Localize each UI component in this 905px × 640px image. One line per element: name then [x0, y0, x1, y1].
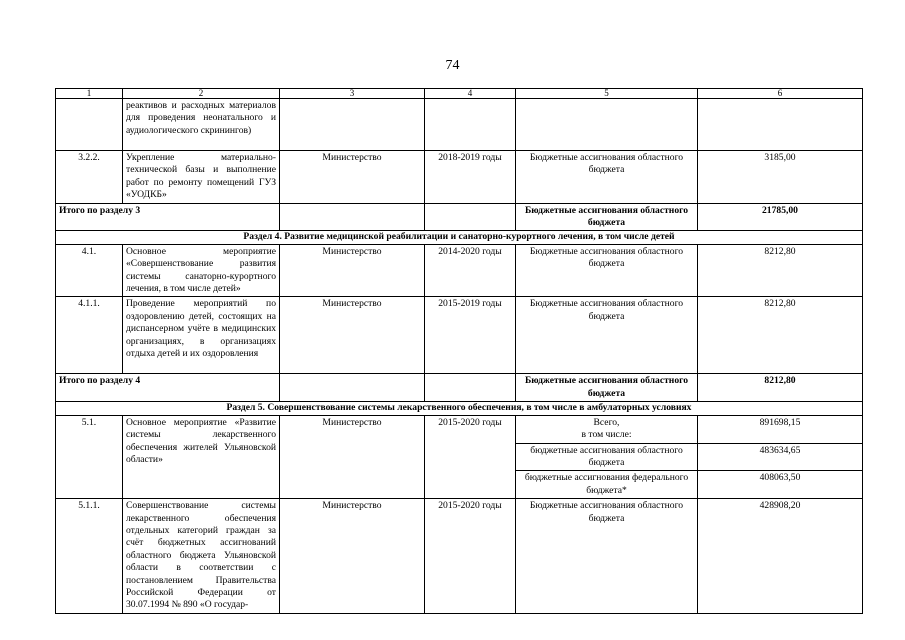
amount: 483634,65 — [698, 443, 863, 471]
funding-source: Бюджетные ассигнования областного бюджета — [516, 203, 698, 231]
years: 2014-2020 годы — [425, 244, 516, 297]
years: 2015-2020 годы — [425, 415, 516, 498]
years: 2015-2019 годы — [425, 297, 516, 374]
row-number: 5.1. — [56, 415, 123, 498]
executor: Министерство — [280, 499, 425, 614]
section-title: Раздел 4. Развитие медицинской реабилитации и санаторно-курортного лечения, в том числе детей — [56, 231, 863, 244]
table-row — [56, 151, 863, 204]
section-total-row — [56, 374, 863, 402]
executor: Министерство — [280, 244, 425, 297]
funding-source: бюджетные ассигнования областного бюджета — [516, 443, 698, 471]
total-label: Итого по разделу 3 — [56, 203, 280, 231]
executor: Министерство — [280, 151, 425, 204]
column-header: 6 — [698, 89, 863, 99]
activity-name: Основное мероприятие «Совершенствование развития системы санаторно-курортного лечения, в том числе детей» — [123, 244, 280, 297]
amount: 8212,80 — [698, 244, 863, 297]
section-heading-row — [56, 231, 863, 244]
funding-source: Бюджетные ассигнования областного бюджета — [516, 244, 698, 297]
budget-table — [55, 88, 863, 614]
executor: Министерство — [280, 297, 425, 374]
column-header: 1 — [56, 89, 123, 99]
row-number: 5.1.1. — [56, 499, 123, 614]
amount: 3185,00 — [698, 151, 863, 204]
table-row — [56, 99, 863, 151]
amount: 408063,50 — [698, 471, 863, 499]
table-row — [56, 499, 863, 614]
activity-name: Укрепление материально-технической базы и выполнение работ по ремонту помещений ГУЗ «УОДКБ» — [123, 151, 280, 204]
funding-source: Бюджетные ассигнования областного бюджета — [516, 374, 698, 402]
page-number: 74 — [445, 58, 460, 73]
executor: Министерство — [280, 415, 425, 498]
column-header: 2 — [123, 89, 280, 99]
table-row — [56, 297, 863, 374]
total-amount: 21785,00 — [698, 203, 863, 231]
section-heading-row — [56, 402, 863, 415]
table-row — [56, 415, 863, 443]
amount: 8212,80 — [698, 297, 863, 374]
source-total-label: Всего, — [593, 416, 620, 428]
activity-name: Основное мероприятие «Развитие системы лекарственного обеспечения жителей Ульяновской области» — [123, 415, 280, 498]
table-row — [56, 244, 863, 297]
row-number: 4.1. — [56, 244, 123, 297]
row-number: 3.2.2. — [56, 151, 123, 204]
amount-total: 891698,15 — [698, 415, 863, 443]
funding-source: бюджетные ассигнования федерального бюджета* — [516, 471, 698, 499]
funding-source: Бюджетные ассигнования областного бюджета — [516, 297, 698, 374]
column-header: 5 — [516, 89, 698, 99]
funding-source: Бюджетные ассигнования областного бюджета — [516, 151, 698, 204]
funding-source-total — [516, 415, 698, 443]
column-header: 4 — [425, 89, 516, 99]
total-label: Итого по разделу 4 — [56, 374, 280, 402]
activity-name: реактивов и расходных материалов для проведения неонатального и аудиологического скринингов) — [123, 99, 280, 151]
amount: 428908,20 — [698, 499, 863, 614]
funding-source: Бюджетные ассигнования областного бюджета — [516, 499, 698, 614]
row-number: 4.1.1. — [56, 297, 123, 374]
total-amount: 8212,80 — [698, 374, 863, 402]
activity-name: Проведение мероприятий по оздоровлению детей, состоящих на диспансерном учёте в медицинских организациях, в организациях отдыха детей и их оздоровления — [123, 297, 280, 374]
years: 2018-2019 годы — [425, 151, 516, 204]
activity-name: Совершенствование системы лекарственного обеспечения отдельных категорий граждан за счёт бюджетных ассигнований областного бюджета Ульяновской области в соответствии с постановлением Правительства Российской Федерации от 30.07.1994 № 890 «О государ- — [123, 499, 280, 614]
years: 2015-2020 годы — [425, 499, 516, 614]
section-title: Раздел 5. Совершенствование системы лекарственного обеспечения, в том числе в амбулаторных условиях — [56, 402, 863, 415]
source-including-label: в том числе: — [581, 429, 632, 441]
column-header: 3 — [280, 89, 425, 99]
section-total-row — [56, 203, 863, 231]
column-header-row — [56, 89, 863, 99]
